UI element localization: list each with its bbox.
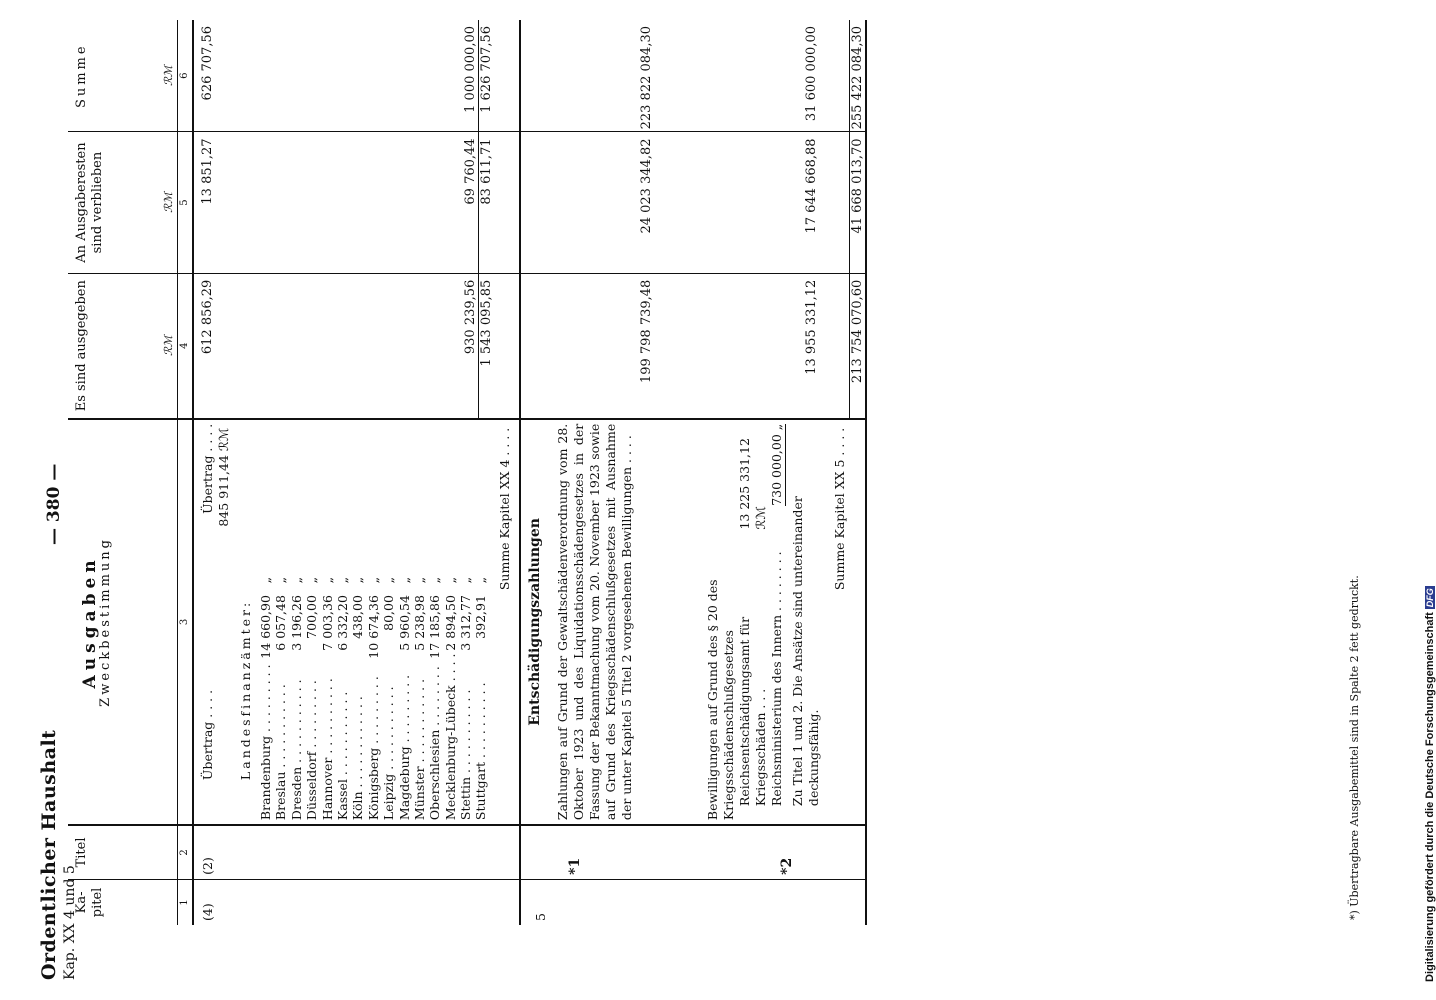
land-value: 5 960,54 [396, 595, 412, 651]
land-ditto: „ [273, 576, 289, 584]
land-ditto: „ [304, 576, 320, 584]
land-ditto: „ [288, 576, 304, 584]
land-ditto: „ [258, 576, 273, 584]
kap5-text [520, 419, 866, 825]
land-ditto: „ [350, 576, 366, 584]
kap4-ausgegeben [193, 273, 520, 419]
land-name: Stettin . . . . . . . . . . . [458, 689, 474, 821]
land-name: Dresden . . . . . . . . . . . [288, 679, 304, 821]
header-title: Ordentlicher Haushalt [38, 729, 60, 980]
kap4-ausgegeben-2: 930 239,56 [463, 279, 478, 355]
land-ditto: „ [473, 576, 489, 584]
kap5-summe [520, 20, 866, 132]
kap4-sum-label: Summe Kapitel XX 4 . . . . [496, 427, 512, 591]
kap5-heading: Entschädigungszahlungen [526, 518, 543, 726]
landes-head: Landesfinanzämter: [238, 599, 253, 781]
land-value: 6 332,20 [334, 595, 350, 651]
land-value: 438,00 [350, 595, 366, 639]
land-name: Mecklenburg-Lübeck . . . . [442, 653, 458, 821]
kap4-ausgegeben-1: 612 856,29 [200, 279, 215, 355]
kap5-sum-label: Summe Kapitel XX 5 . . . . [831, 427, 847, 591]
land-name: Oberschlesien . . . . . . . . [427, 666, 443, 821]
col-titel: Titel 2 [68, 825, 193, 879]
land-name: Münster . . . . . . . . . . . [411, 678, 427, 821]
land-name: Leipzig . . . . . . . . . . . [381, 686, 397, 821]
land-ditto: „ [427, 576, 443, 584]
land-value: 80,00 [381, 595, 397, 631]
zweck-heading: Zweckbestimmung [98, 537, 113, 707]
land-name: Magdeburg . . . . . . . . . [396, 674, 412, 821]
land-row [304, 424, 319, 820]
land-row [473, 424, 488, 820]
land-row [412, 424, 427, 820]
kap5-sub1: Reichsentschädigungsamt für Kriegsschäden . . . 13 225 331,12 ℛℳ [736, 438, 768, 807]
land-value: 10 674,36 [365, 595, 381, 659]
land-row [443, 424, 458, 820]
land-value: 3 196,26 [288, 595, 304, 651]
land-row [397, 424, 412, 820]
col-kapitel: Ka-pitel 1 [68, 879, 193, 925]
uebertrag-row [200, 424, 216, 820]
land-ditto: „ [396, 576, 412, 584]
land-row [366, 424, 381, 820]
land-name: Königsberg . . . . . . . . . [365, 676, 381, 821]
kap5-kapitel: 5 [520, 879, 866, 925]
land-value: 7 003,36 [319, 595, 335, 651]
land-name: Köln . . . . . . . . . . . . [350, 696, 366, 821]
land-name: Breslau . . . . . . . . . . . [273, 684, 289, 821]
col-ausgabereste: An Ausgaberesten sind verblieben ℛℳ 5 [68, 132, 193, 273]
land-value: 3 312,77 [458, 595, 474, 651]
land-row [335, 424, 350, 820]
footnote: *) Übertragbare Ausgabemittel sind in Spalte 2 fett gedruckt. [1348, 575, 1361, 920]
kap4-reste-1: 13 851,27 [200, 138, 215, 205]
land-row [458, 424, 473, 820]
kap5-t1-text: Zahlungen auf Grund der Gewaltschädenverordnung vom 28. Oktober 1923 und des Liquidationsschädengesetzes in der Fassung der Bekanntmachung vom 20. November 1923 sowie auf Grund des Kriegsschädenschlußgesetzes mit Ausnahme der unter Kapitel 5 Titel 2 vorgesehenen Bewilligungen . . . . [554, 423, 634, 821]
kap5-t1-reste: 24 023 344,82 [638, 138, 654, 234]
land-name: Düsseldorf . . . . . . . . . [304, 680, 320, 821]
land-ditto: „ [319, 576, 335, 584]
col-summe: Summe ℛℳ 6 [68, 20, 193, 132]
land-value: 2 894,50 [442, 595, 458, 651]
kap4-block [193, 20, 520, 925]
kap5-reste [520, 132, 866, 273]
land-row [289, 424, 304, 820]
kap5-titel-1: *1 [566, 857, 583, 875]
budget-table [68, 20, 867, 925]
kap5-t2-ausgegeben: 13 955 331,12 [803, 279, 819, 375]
land-value: 5 238,98 [411, 595, 427, 651]
kap4-reste-2: 69 760,44 [463, 138, 478, 205]
ausgaben-heading: Ausgaben [80, 555, 100, 689]
land-ditto: „ [381, 576, 397, 584]
land-ditto: „ [411, 576, 427, 584]
land-name: Kassel . . . . . . . . . . . [334, 691, 350, 821]
kap4-sum-reste: 83 611,71 [478, 132, 494, 272]
uebertrag-right: Übertrag . . . . [200, 423, 215, 514]
land-value: 392,91 [473, 595, 489, 639]
col-ausgaben: Ausgaben Zweckbestimmung 3 [68, 419, 193, 825]
landes-list [258, 424, 489, 820]
kap5-t2-summe: 31 600 000,00 [803, 26, 819, 122]
land-row [427, 424, 442, 820]
land-row [350, 424, 365, 820]
scan-attribution [1420, 6, 1434, 996]
kap4-reste [193, 132, 520, 273]
kap4-text [193, 419, 520, 825]
land-row [273, 424, 288, 820]
kap5-titel-2: *2 [778, 857, 795, 875]
kap5-sum-summe: 255 422 084,30 [849, 20, 865, 131]
header-subtitle: Kap. XX 4 und 5 [62, 865, 78, 980]
table-header [68, 20, 193, 925]
land-name: Brandenburg . . . . . . . . . [258, 664, 273, 821]
land-name: Hannover . . . . . . . . . . [319, 678, 335, 821]
kap5-block [520, 20, 866, 925]
kap4-kapitel: (4) [193, 879, 520, 925]
kap4-sum-ausgegeben: 1 543 095,85 [478, 274, 494, 418]
land-row [381, 424, 396, 820]
col-ausgegeben: Es sind ausgegeben ℛℳ 4 [68, 273, 193, 419]
land-row [320, 424, 335, 820]
land-row [258, 424, 273, 820]
land-name: Stuttgart . . . . . . . . . . [473, 682, 489, 821]
kap5-t1-summe: 223 822 084,30 [638, 26, 654, 130]
dfg-logo: DFG [1425, 588, 1435, 608]
kap5-sub2: Reichsministerium des Innern . . . . . . . . 730 000,00 „ [768, 423, 784, 807]
kap5-sum-ausgegeben: 213 754 070,60 [849, 274, 865, 418]
page-number: — 380 — [44, 463, 64, 545]
kap4-summe [193, 20, 520, 132]
kap5-sum-reste: 41 668 013,70 [849, 132, 865, 272]
kap5-note: Zu Titel 1 und 2. Die Ansätze sind untereinander deckungsfähig. [789, 496, 821, 807]
uebertrag-amount: 845 911,44 ℛℳ [216, 427, 231, 527]
kap4-titel: (2) [193, 825, 520, 879]
kap5-t2-reste: 17 644 668,88 [803, 138, 819, 234]
kap4-summe-2: 1 000 000,00 [463, 26, 478, 113]
land-ditto: „ [458, 576, 474, 584]
land-value: 14 660,90 [258, 595, 273, 659]
land-value: 700,00 [304, 595, 320, 639]
kap5-ausgegeben [520, 273, 866, 419]
land-ditto: „ [442, 576, 458, 584]
uebertrag-left: Übertrag . . . . [200, 689, 215, 781]
kap5-t2-text: Bewilligungen auf Grund des § 20 des Kriegsschädenschlußgesetzes [704, 579, 736, 821]
land-ditto: „ [334, 576, 350, 584]
kap4-sum-summe: 1 626 707,56 [478, 20, 494, 131]
land-value: 17 185,86 [427, 595, 443, 659]
kap4-summe-1: 626 707,56 [200, 26, 215, 101]
scan-attribution-text: Digitalisierung gefördert durch die Deutsche Forschungsgemeinschaft [1424, 612, 1436, 982]
land-ditto: „ [365, 576, 381, 584]
kap5-t1-ausgegeben: 199 798 739,48 [638, 279, 654, 384]
land-value: 6 057,48 [273, 595, 289, 651]
kap5-titel [520, 825, 866, 879]
